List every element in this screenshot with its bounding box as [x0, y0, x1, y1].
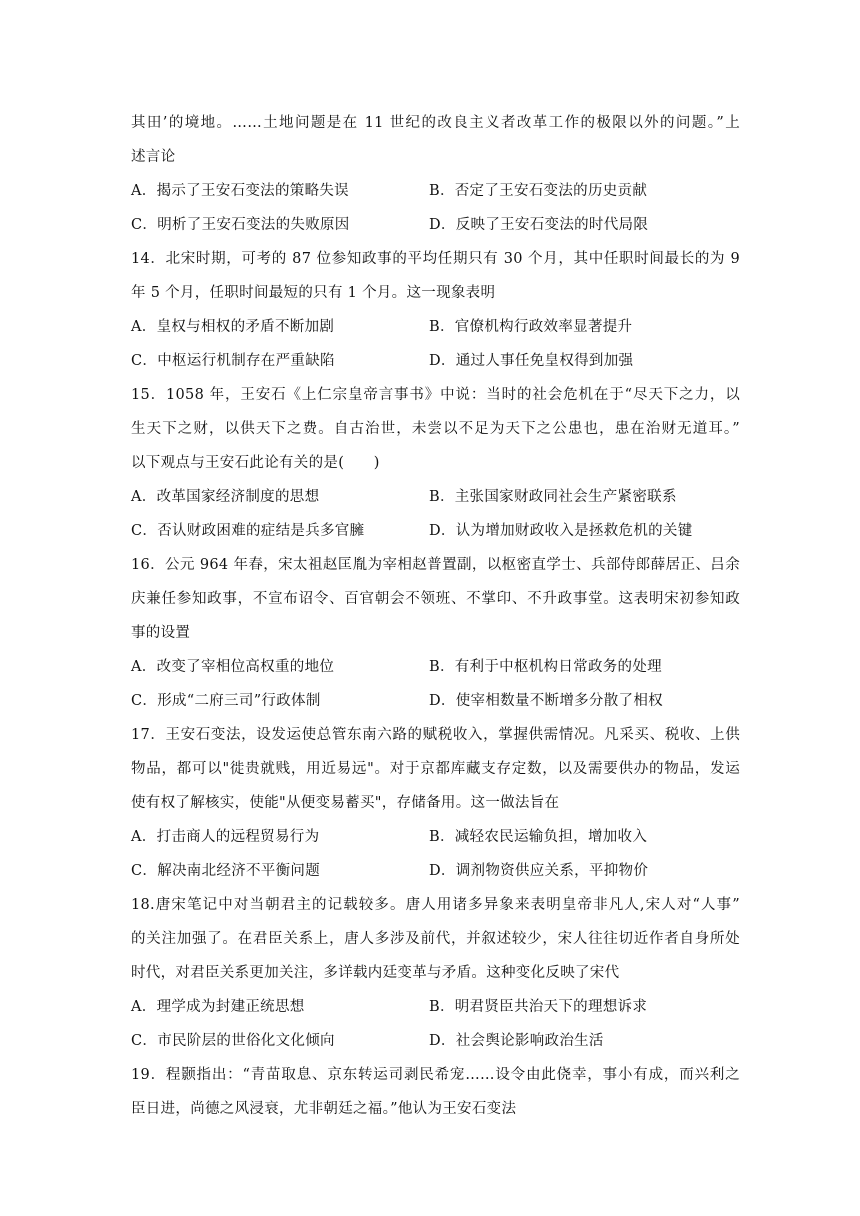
question-text-line: 以下观点与王安石此论有关的是( ) [131, 455, 380, 471]
question-text-line: 年 5 个月，任职时间最短的只有 1 个月。这一现象表明 [131, 285, 496, 301]
answer-option[interactable]: D．通过人事任免皇权得到加强 [429, 353, 634, 369]
answer-option[interactable]: C．明析了王安石变法的失败原因 [131, 217, 350, 233]
answer-option[interactable]: A．改变了宰相位高权重的地位 [131, 659, 335, 675]
answer-option[interactable]: A．改革国家经济制度的思想 [131, 489, 320, 505]
answer-option[interactable]: B．主张国家财政同社会生产紧密联系 [429, 489, 677, 505]
question-15 [131, 378, 740, 548]
question-text-line: 18.唐宋笔记中对当朝君主的记载较多。唐人用诸多异象来表明皇帝非凡人,宋人对“人事” [131, 897, 740, 913]
question-text-line: 15．1058 年，王安石《上仁宗皇帝言事书》中说：当时的社会危机在于“尽天下之力，以 [131, 387, 740, 403]
option-row [131, 684, 740, 718]
answer-option[interactable]: C．市民阶层的世俗化文化倾向 [131, 1033, 335, 1049]
answer-option[interactable]: A．打击商人的远程贸易行为 [131, 829, 320, 845]
answer-option[interactable]: D．反映了王安石变法的时代局限 [429, 217, 649, 233]
question-text-line: 时代，对君臣关系更加关注，多详载内廷变革与矛盾。这种变化反映了宋代 [131, 965, 620, 981]
answer-option[interactable]: D．调剂物资供应关系，平抑物价 [429, 863, 649, 879]
question-text-line: 16．公元 964 年春，宋太祖赵匡胤为宰相赵普置副，以枢密直学士、兵部侍郎薛居正、吕余 [131, 557, 740, 573]
option-row [131, 514, 740, 548]
answer-option[interactable]: B．有利于中枢机构日常政务的处理 [429, 659, 662, 675]
question-13 [131, 106, 740, 242]
answer-option[interactable]: A．皇权与相权的矛盾不断加剧 [131, 319, 335, 335]
option-row [131, 820, 740, 854]
question-text-line: 使有权了解核实，使能"从便变易蓄买"，存储备用。这一做法旨在 [131, 795, 560, 811]
answer-option[interactable]: C．解决南北经济不平衡问题 [131, 863, 320, 879]
option-row [131, 854, 740, 888]
option-row [131, 650, 740, 684]
question-17 [131, 718, 740, 888]
question-text-line: 述言论 [131, 149, 176, 165]
question-14 [131, 242, 740, 378]
option-row [131, 1024, 740, 1058]
option-row [131, 344, 740, 378]
answer-option[interactable]: A．揭示了王安石变法的策略失误 [131, 183, 349, 199]
option-row [131, 174, 740, 208]
question-19 [131, 1058, 740, 1126]
question-text-line: 臣日进，尚德之风浸衰，尤非朝廷之福。”他认为王安石变法 [131, 1101, 517, 1117]
answer-option[interactable]: D．使宰相数量不断增多分散了相权 [429, 693, 663, 709]
question-16 [131, 548, 740, 718]
answer-option[interactable]: C．中枢运行机制存在严重缺陷 [131, 353, 335, 369]
answer-option[interactable]: B．明君贤臣共治天下的理想诉求 [429, 999, 648, 1015]
question-text-line: 庆兼任参知政事，不宣布诏令、百官朝会不领班、不掌印、不升政事堂。这表明宋初参知政 [131, 591, 740, 607]
option-row [131, 208, 740, 242]
option-row [131, 990, 740, 1024]
question-text-line: 17．王安石变法，设发运使总管东南六路的赋税收入，掌握供需情况。凡采买、税收、上供 [131, 727, 740, 743]
question-text-line: 14．北宋时期，可考的 87 位参知政事的平均任期只有 30 个月，其中任职时间最长的为 9 [131, 251, 740, 267]
question-text-line: 其田’的境地。……土地问题是在 11 世纪的改良主义者改革工作的极限以外的问题。”上 [131, 115, 740, 131]
answer-option[interactable]: B．减轻农民运输负担，增加收入 [429, 829, 648, 845]
answer-option[interactable]: D．社会舆论影响政治生活 [429, 1033, 604, 1049]
answer-option[interactable]: C．否认财政困难的症结是兵多官臃 [131, 523, 365, 539]
question-text-line: 事的设置 [131, 625, 191, 641]
option-row [131, 310, 740, 344]
answer-option[interactable]: B．官僚机构行政效率显著提升 [429, 319, 633, 335]
option-row [131, 480, 740, 514]
answer-option[interactable]: D．认为增加财政收入是拯救危机的关键 [429, 523, 693, 539]
answer-option[interactable]: A．理学成为封建正统思想 [131, 999, 305, 1015]
question-text-line: 物品，都可以"徙贵就贱，用近易远"。对于京都库藏支存定数，以及需要供办的物品，发运 [131, 761, 740, 777]
question-text-line: 的关注加强了。在君臣关系上，唐人多涉及前代，并叙述较少，宋人往往切近作者自身所处 [131, 931, 740, 947]
question-text-line: 生天下之财，以供天下之费。自古治世，未尝以不足为天下之公患也，患在治财无道耳。” [131, 421, 740, 437]
answer-option[interactable]: C．形成“二府三司”行政体制 [131, 693, 321, 709]
answer-option[interactable]: B．否定了王安石变法的历史贡献 [429, 183, 648, 199]
question-text-line: 19．程颢指出：“青苗取息、京东转运司剥民希宠……设令由此侥幸，事小有成，而兴利之 [131, 1067, 740, 1083]
question-18 [131, 888, 740, 1058]
